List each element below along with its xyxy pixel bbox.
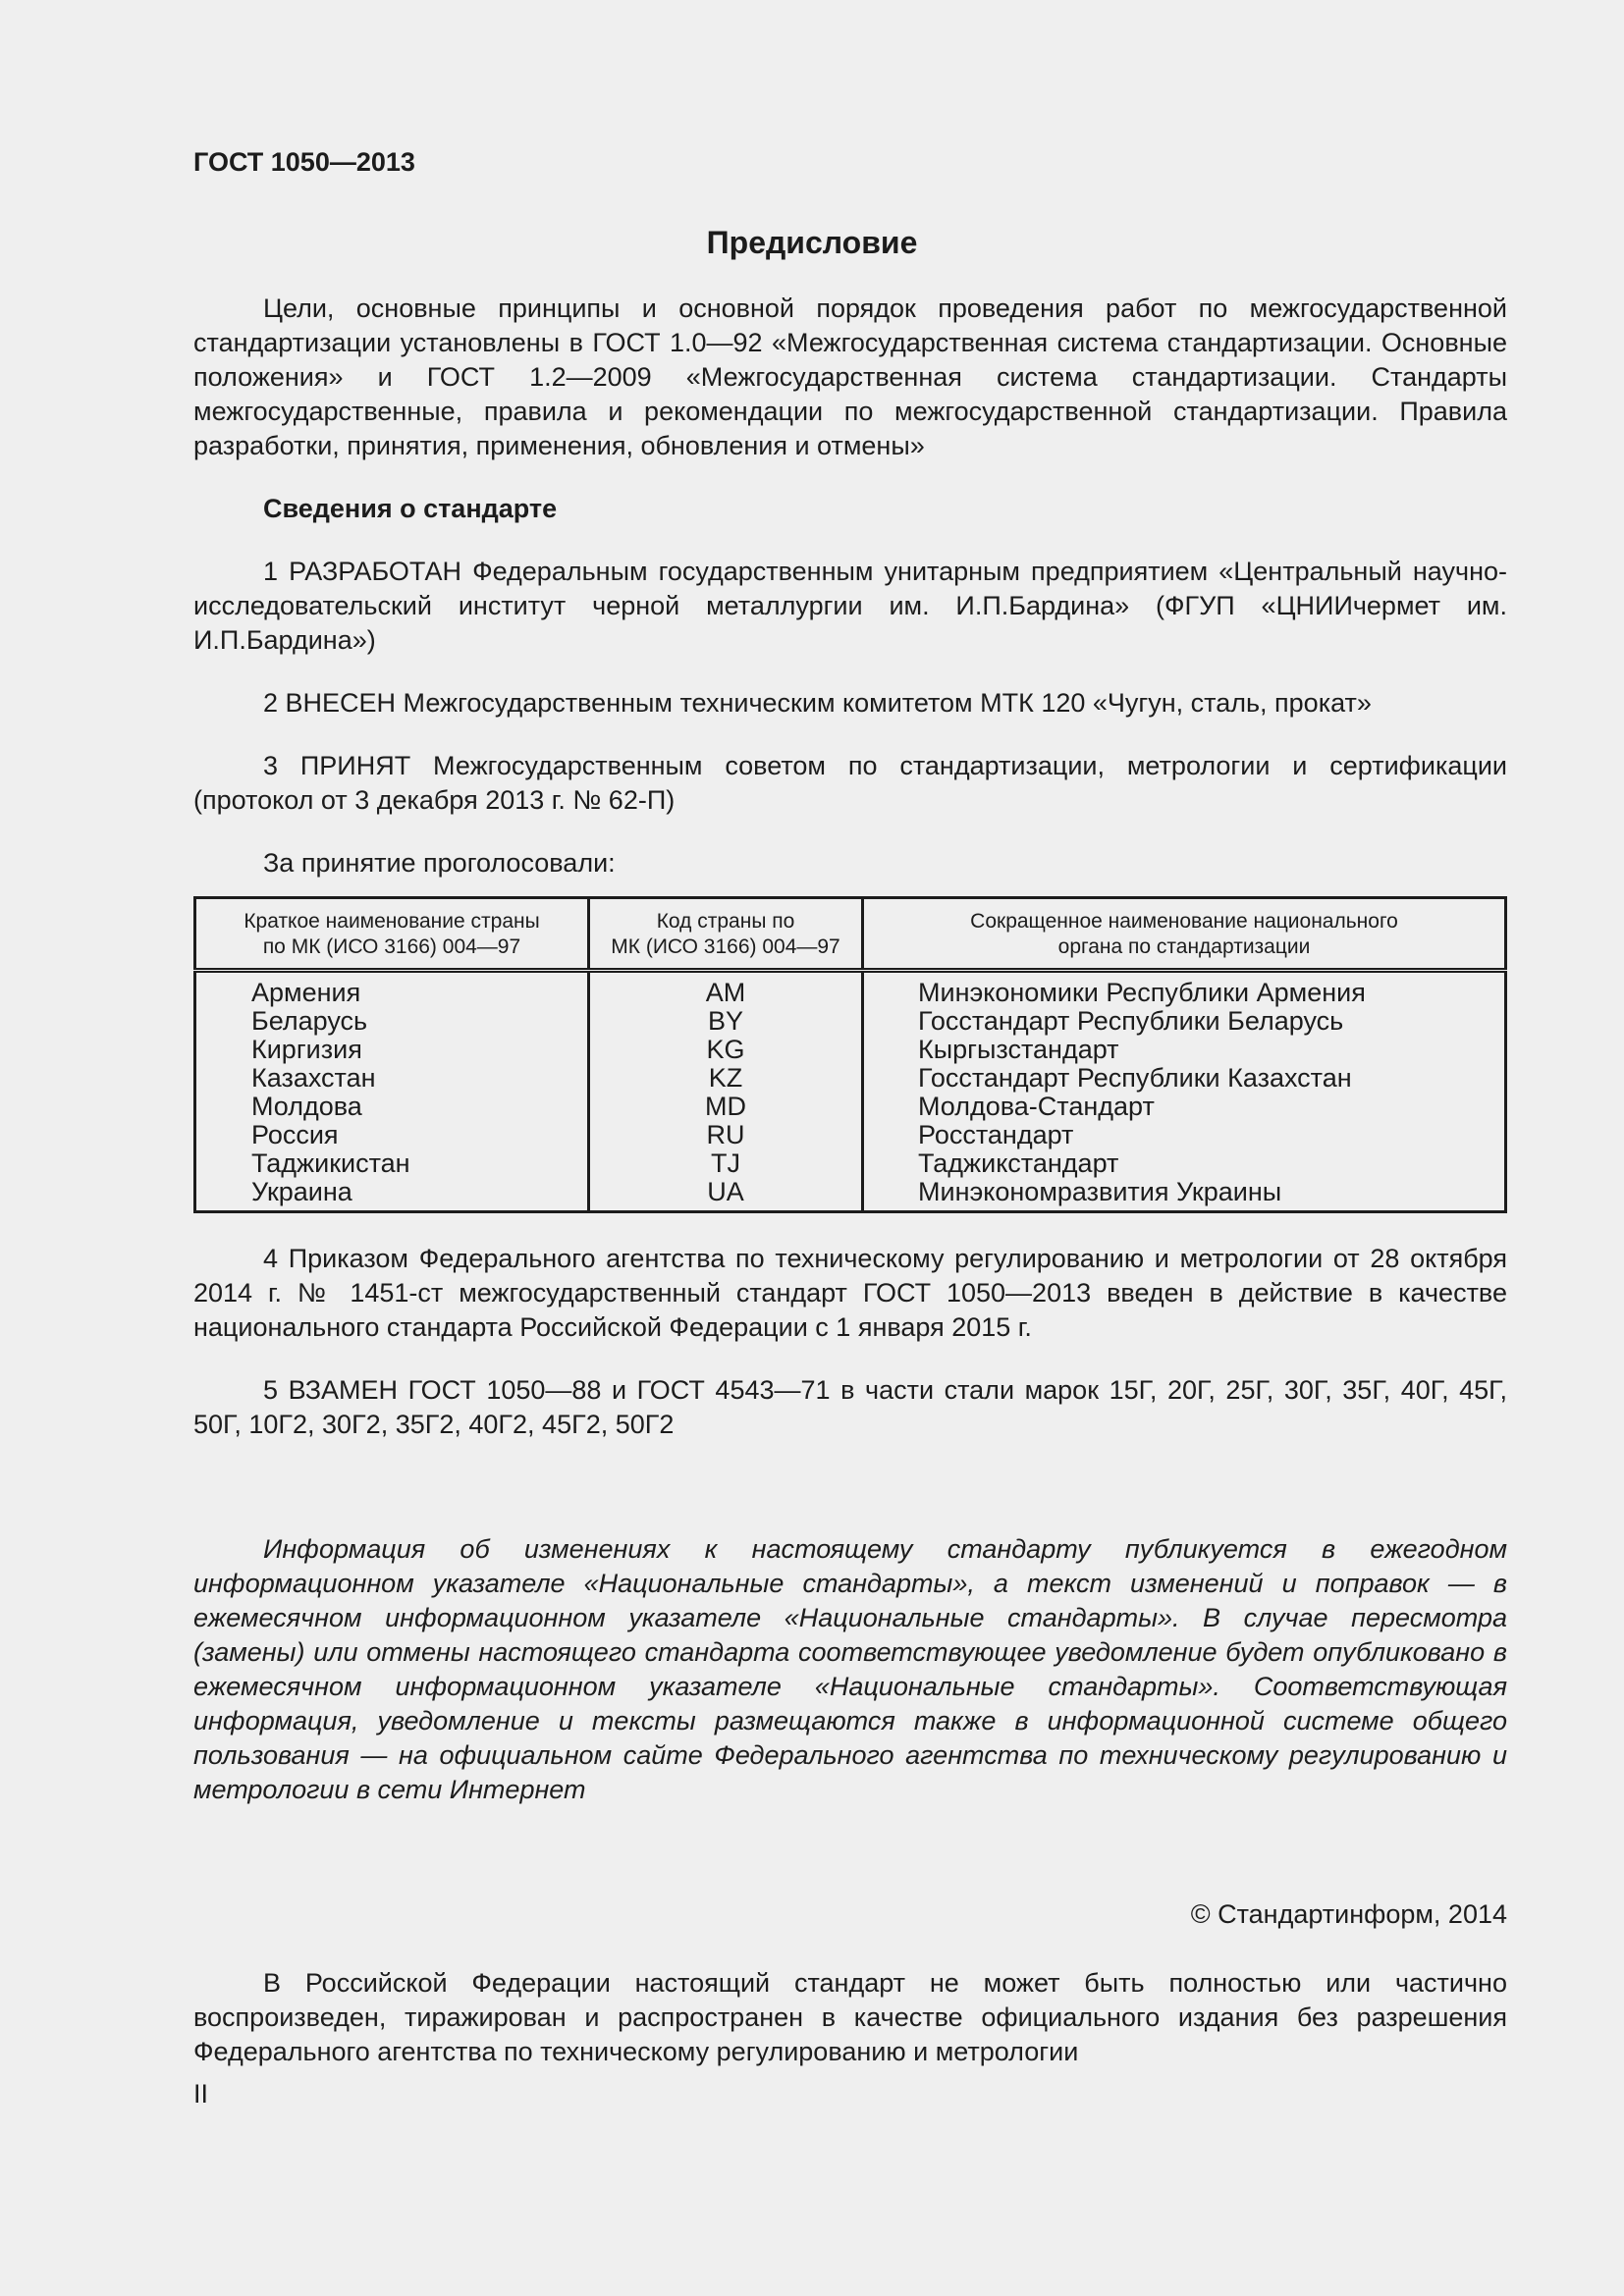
body-cell: Таджикстандарт bbox=[918, 1148, 1119, 1178]
column-header-country bbox=[195, 898, 589, 971]
column-header-body bbox=[863, 898, 1506, 971]
header-line: органа по стандартизации bbox=[1057, 935, 1311, 958]
copyright-line: © Стандартинформ, 2014 bbox=[1190, 1899, 1507, 1929]
code-cell: TJ bbox=[711, 1148, 740, 1178]
table-row bbox=[195, 971, 1506, 1212]
item-2: 2 ВНЕСЕН Межгосударственным техническим комитетом МТК 120 «Чугун, сталь, прокат» bbox=[263, 688, 1372, 718]
header-line: Сокращенное наименование национального bbox=[970, 910, 1398, 933]
country-cell: Украина bbox=[251, 1177, 352, 1206]
country-column bbox=[195, 971, 589, 1212]
country-cell: Казахстан bbox=[251, 1063, 376, 1093]
country-cell: Молдова bbox=[251, 1092, 362, 1121]
intro-paragraph: Цели, основные принципы и основной порядок проведения работ по межгосударственной стандартизации установлены в ГОСТ 1.0—92 «Межгосударственная система стандартизации. Основные положения» и ГОСТ 1.2—2009 «Межгосударственная система стандартизации. Стандарты межгосударственные, правила и рекомендации по межгосударственной стандартизации. Правила разработки, принятия, применения, обновления и отмены» bbox=[193, 294, 1507, 460]
code-cell: UA bbox=[707, 1177, 744, 1206]
notice-paragraph: Информация об изменениях к настоящему стандарту публикуется в ежегодном информационном указателе «Национальные стандарты», а текст изменений и поправок — в ежемесячном информационном указателе «Национальные стандарты». В случае пересмотра (замены) или отмены настоящего стандарта соответствующее уведомление будет опубликовано в ежемесячном информационном указателе «Национальные стандарты». Соответствующая информация, уведомление и тексты размещаются также в информационной системе общего пользования — на официальном сайте Федерального агентства по техническому регулированию и метрологии в сети Интернет bbox=[193, 1534, 1507, 1804]
header-line: Код страны по bbox=[656, 910, 795, 933]
page-title: Предисловие bbox=[706, 225, 918, 260]
header-line: МК (ИСО 3166) 004—97 bbox=[611, 935, 840, 958]
body-cell: Росстандарт bbox=[918, 1120, 1074, 1149]
code-cell: RU bbox=[706, 1120, 745, 1149]
body-cell: Молдова-Стандарт bbox=[918, 1092, 1155, 1121]
item-1: 1 РАЗРАБОТАН Федеральным государственным унитарным предприятием «Центральный научно-исследовательский институт черной металлургии им. И.П.Бардина» (ФГУП «ЦНИИчермет им. И.П.Бардина») bbox=[193, 557, 1507, 655]
body-cell: Минэкономики Республики Армения bbox=[918, 978, 1366, 1007]
code-cell: KG bbox=[706, 1035, 745, 1064]
country-cell: Таджикистан bbox=[251, 1148, 410, 1178]
body-cell: Минэкономразвития Украины bbox=[918, 1177, 1282, 1206]
column-header-code bbox=[589, 898, 863, 971]
country-cell: Россия bbox=[251, 1120, 339, 1149]
country-cell: Армения bbox=[251, 978, 361, 1007]
code-cell: BY bbox=[707, 1006, 744, 1036]
reproduction-notice: В Российской Федерации настоящий стандарт не может быть полностью или частично воспроизведен, тиражирован и распространен в качестве официального издания без разрешения Федерального агентства по техническому регулированию и метрологии bbox=[193, 1968, 1507, 2066]
code-cell: KZ bbox=[708, 1063, 743, 1093]
table-header-row bbox=[195, 898, 1506, 971]
country-cell: Беларусь bbox=[251, 1006, 368, 1036]
code-column bbox=[589, 971, 863, 1212]
running-header: ГОСТ 1050—2013 bbox=[193, 147, 415, 177]
item-3: 3 ПРИНЯТ Межгосударственным советом по стандартизации, метрологии и сертификации (протокол от 3 декабря 2013 г. № 62-П) bbox=[193, 751, 1507, 815]
code-cell: MD bbox=[705, 1092, 746, 1121]
item-5: 5 ВЗАМЕН ГОСТ 1050—88 и ГОСТ 4543—71 в части стали марок 15Г, 20Г, 25Г, 30Г, 35Г, 40Г, 45Г, 50Г, 10Г2, 30Г2, 35Г2, 40Г2, 45Г2, 50Г2 bbox=[193, 1375, 1507, 1439]
body-cell: Госстандарт Республики Беларусь bbox=[918, 1006, 1344, 1036]
voting-table bbox=[193, 896, 1507, 1213]
body-cell: Госстандарт Республики Казахстан bbox=[918, 1063, 1352, 1093]
item-4: 4 Приказом Федерального агентства по техническому регулированию и метрологии от 28 октября 2014 г. № 1451-ст межгосударственный стандарт ГОСТ 1050—2013 введен в действие в качестве национального стандарта Российской Федерации с 1 января 2015 г. bbox=[193, 1244, 1507, 1342]
preface-body bbox=[193, 292, 1507, 2111]
header-line: по МК (ИСО 3166) 004—97 bbox=[262, 935, 521, 958]
country-cell: Киргизия bbox=[251, 1035, 362, 1064]
body-column bbox=[863, 971, 1506, 1212]
code-cell: AM bbox=[705, 978, 746, 1007]
vote-intro: За принятие проголосовали: bbox=[263, 848, 616, 878]
info-heading: Сведения о стандарте bbox=[263, 494, 558, 523]
page-number: II bbox=[193, 2079, 209, 2109]
header-line: Краткое наименование страны bbox=[244, 910, 540, 933]
body-cell: Кыргызстандарт bbox=[918, 1035, 1119, 1064]
